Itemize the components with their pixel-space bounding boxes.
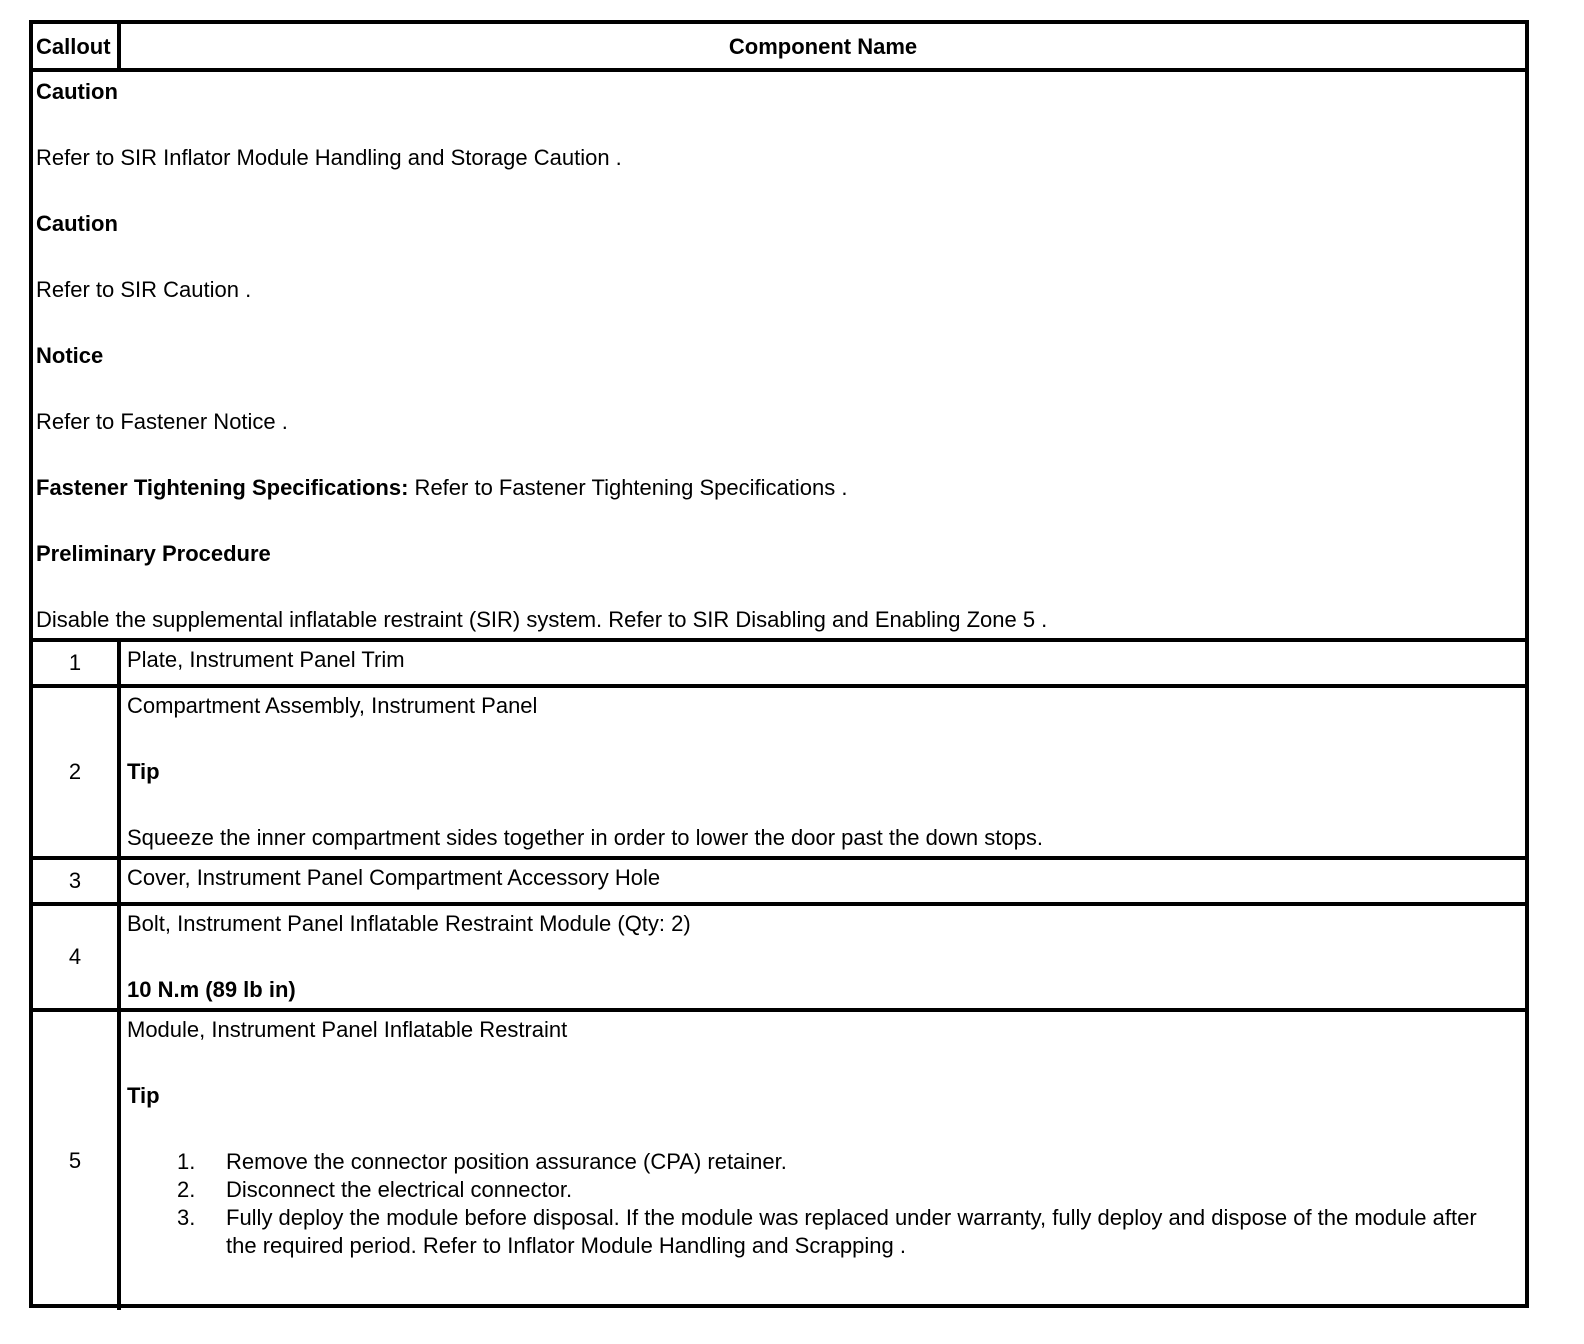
component-name: Cover, Instrument Panel Compartment Accessory Hole xyxy=(119,858,1525,904)
component-name-header: Component Name xyxy=(119,24,1525,70)
step-text: Fully deploy the module before disposal. If the module was replaced under warranty, fully deploy and dispose of the module after the required period. Refer to Inflator Module Handling and Scrapping . xyxy=(226,1205,1477,1258)
component-cell xyxy=(119,1010,1525,1310)
table-row xyxy=(33,640,1525,686)
intro-cell xyxy=(33,70,1525,640)
step-text: Remove the connector position assurance (CPA) retainer. xyxy=(226,1149,787,1174)
list-item xyxy=(127,1204,1520,1260)
notice-text: Refer to Fastener Notice . xyxy=(36,409,288,434)
callout-number: 5 xyxy=(33,1010,119,1310)
procedure-table-container xyxy=(29,20,1529,1308)
fastener-spec-label: Fastener Tightening Specifications: xyxy=(36,475,409,500)
callout-number: 3 xyxy=(33,858,119,904)
callout-number: 1 xyxy=(33,640,119,686)
step-number: 2. xyxy=(177,1177,196,1202)
tip-title: Tip xyxy=(127,759,160,784)
step-number: 3. xyxy=(177,1205,196,1230)
component-cell xyxy=(119,686,1525,858)
table-row xyxy=(33,858,1525,904)
component-name: Plate, Instrument Panel Trim xyxy=(119,640,1525,686)
caution-text: Refer to SIR Caution . xyxy=(36,277,252,302)
tip-title: Tip xyxy=(127,1083,160,1108)
table-row xyxy=(33,686,1525,858)
tip-steps-list xyxy=(127,1148,1520,1260)
table-row xyxy=(33,904,1525,1010)
tip-text: Squeeze the inner compartment sides together in order to lower the door past the down stops. xyxy=(127,825,1043,850)
caution-title: Caution xyxy=(36,79,118,104)
caution-text: Refer to SIR Inflator Module Handling and Storage Caution . xyxy=(36,145,622,170)
list-item xyxy=(127,1148,1520,1176)
component-name: Module, Instrument Panel Inflatable Restraint xyxy=(127,1017,568,1042)
callout-number: 2 xyxy=(33,686,119,858)
callout-header: Callout xyxy=(33,24,119,70)
callout-table xyxy=(33,24,1525,1310)
step-text: Disconnect the electrical connector. xyxy=(226,1177,573,1202)
table-row xyxy=(33,1010,1525,1310)
list-item xyxy=(127,1176,1520,1204)
callout-number: 4 xyxy=(33,904,119,1010)
component-name: Compartment Assembly, Instrument Panel xyxy=(127,693,538,718)
header-row xyxy=(33,24,1525,70)
fastener-spec-text: Refer to Fastener Tightening Specifications . xyxy=(408,475,848,500)
component-name: Bolt, Instrument Panel Inflatable Restraint Module (Qty: 2) xyxy=(127,911,691,936)
caution-title: Caution xyxy=(36,211,118,236)
notice-title: Notice xyxy=(36,343,104,368)
preliminary-text: Disable the supplemental inflatable restraint (SIR) system. Refer to SIR Disabling and Enabling Zone 5 . xyxy=(36,607,1048,632)
intro-row xyxy=(33,70,1525,640)
step-number: 1. xyxy=(177,1149,196,1174)
component-cell xyxy=(119,904,1525,1010)
fastener-spec-line xyxy=(36,474,1522,502)
preliminary-title: Preliminary Procedure xyxy=(36,541,271,566)
torque-spec: 10 N.m (89 lb in) xyxy=(127,977,296,1002)
